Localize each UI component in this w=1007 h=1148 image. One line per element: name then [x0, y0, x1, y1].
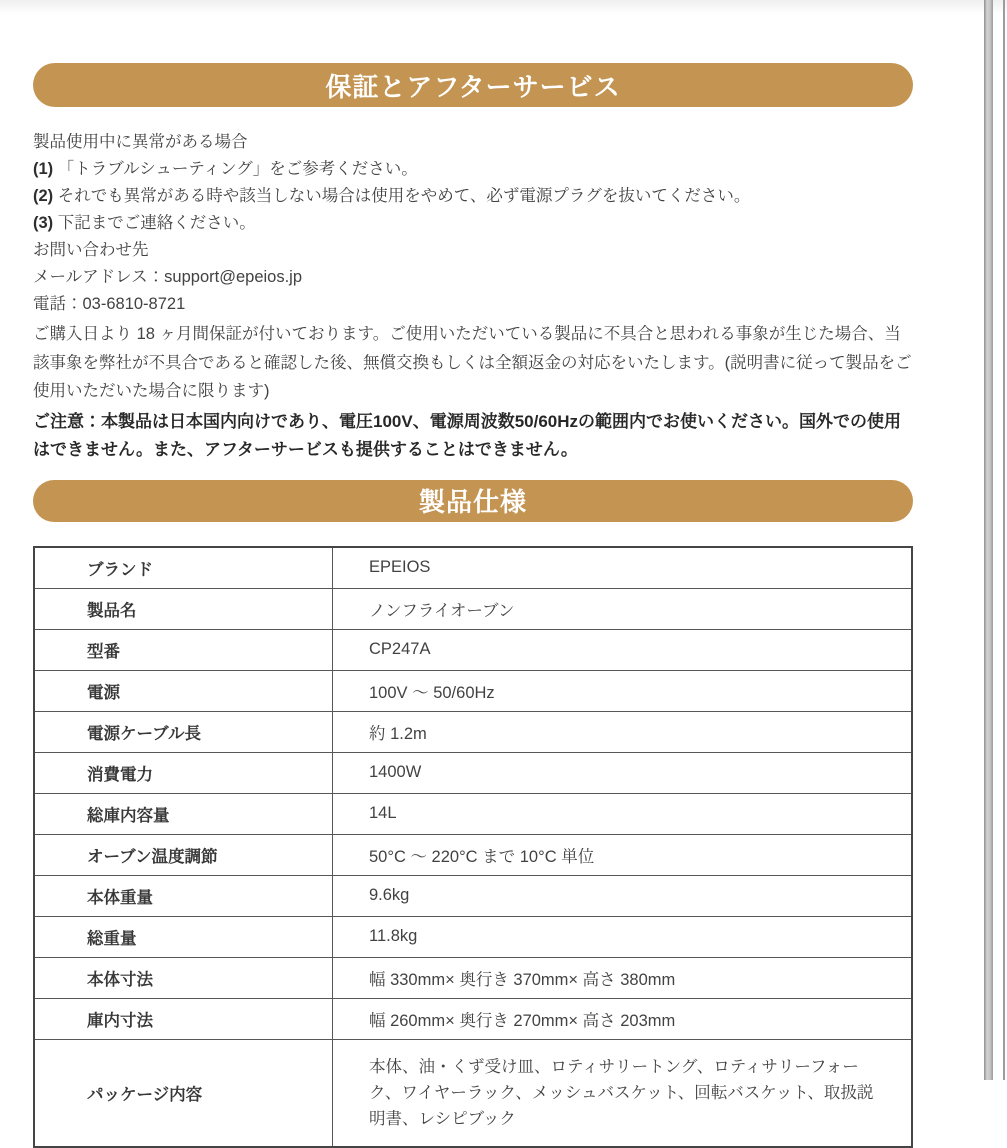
table-row — [34, 752, 912, 793]
warranty-intro: 製品使用中に異常がある場合 — [33, 133, 248, 151]
spec-label: 庫内寸法 — [34, 998, 333, 1039]
spec-label: 型番 — [34, 629, 333, 670]
table-row — [34, 998, 912, 1039]
contact-email: メールアドレス：support@epeios.jp — [33, 268, 303, 286]
spec-value: 1400W — [333, 752, 913, 793]
spec-label: 本体重量 — [34, 875, 333, 916]
warranty-section-title: 保証とアフターサービス — [325, 71, 621, 102]
warranty-paragraph: ご購入日より 18 ヶ月間保証が付いております。ご使用いただいている製品に不具合と思われる事象が生じた場合、当該事象を弊社が不具合であると確認した後、無償交換もしくは全額返金の対応をいたします。(説明書に従って製品をご使用いただいた場合に限ります) — [33, 325, 912, 400]
table-row — [34, 1039, 912, 1147]
warranty-section-banner — [33, 63, 913, 107]
spec-value: 14L — [333, 793, 913, 834]
warranty-text-block — [33, 129, 913, 465]
table-row — [34, 711, 912, 752]
spec-label: パッケージ内容 — [34, 1039, 333, 1147]
spec-value: 本体、油・くず受け皿、ロティサリートング、ロティサリーフォーク、ワイヤーラック、メッシュバスケット、回転バスケット、取扱説明書、レシピブック — [333, 1039, 913, 1147]
spec-value: 9.6kg — [333, 875, 913, 916]
spec-label: ブランド — [34, 547, 333, 589]
spec-value: 約 1.2m — [333, 711, 913, 752]
spec-label: オーブン温度調節 — [34, 834, 333, 875]
table-row — [34, 793, 912, 834]
spec-value: 幅 330mm× 奥行き 370mm× 高さ 380mm — [333, 957, 913, 998]
spec-label: 総庫内容量 — [34, 793, 333, 834]
page-content — [33, 0, 913, 1148]
spec-label: 製品名 — [34, 588, 333, 629]
spec-value: CP247A — [333, 629, 913, 670]
notice-paragraph: ご注意：本製品は日本国内向けであり、電圧100V、電源周波数50/60Hzの範囲内でお使いください。国外での使用はできません。また、アフターサービスも提供することはできません。 — [33, 411, 902, 459]
page-edge-line — [1003, 0, 1005, 1080]
spec-label: 総重量 — [34, 916, 333, 957]
table-row — [34, 916, 912, 957]
table-row — [34, 629, 912, 670]
spec-label: 電源ケーブル長 — [34, 711, 333, 752]
spec-value: 幅 260mm× 奥行き 270mm× 高さ 203mm — [333, 998, 913, 1039]
warranty-step-1 — [33, 156, 913, 183]
spec-label: 消費電力 — [34, 752, 333, 793]
step-number: (3) — [33, 214, 54, 232]
step-text: それでも異常がある時や該当しない場合は使用をやめて、必ず電源プラグを抜いてください。 — [57, 187, 751, 205]
spec-section-banner — [33, 480, 913, 522]
spec-label: 本体寸法 — [34, 957, 333, 998]
table-row — [34, 834, 912, 875]
table-row — [34, 957, 912, 998]
spec-value: ノンフライオーブン — [333, 588, 913, 629]
spec-value: 100V ～ 50/60Hz — [333, 670, 913, 711]
spec-value: 50°C ～ 220°C まで 10°C 単位 — [333, 834, 913, 875]
spec-value: 11.8kg — [333, 916, 913, 957]
step-text: 下記までご連絡ください。 — [57, 214, 256, 232]
step-number: (1) — [33, 160, 54, 178]
spec-label: 電源 — [34, 670, 333, 711]
contact-heading: お問い合わせ先 — [33, 241, 149, 259]
table-row — [34, 875, 912, 916]
warranty-step-3 — [33, 210, 913, 237]
table-row — [34, 670, 912, 711]
step-text: 「トラブルシューティング」をご参考ください。 — [57, 160, 418, 178]
page-edge-band — [984, 0, 993, 1080]
contact-phone: 電話：03-6810-8721 — [33, 295, 186, 313]
warranty-step-2 — [33, 183, 913, 210]
spec-value: EPEIOS — [333, 547, 913, 589]
table-row — [34, 588, 912, 629]
spec-table — [33, 546, 913, 1148]
step-number: (2) — [33, 187, 54, 205]
table-row — [34, 547, 912, 589]
spec-section-title: 製品仕様 — [418, 487, 527, 517]
